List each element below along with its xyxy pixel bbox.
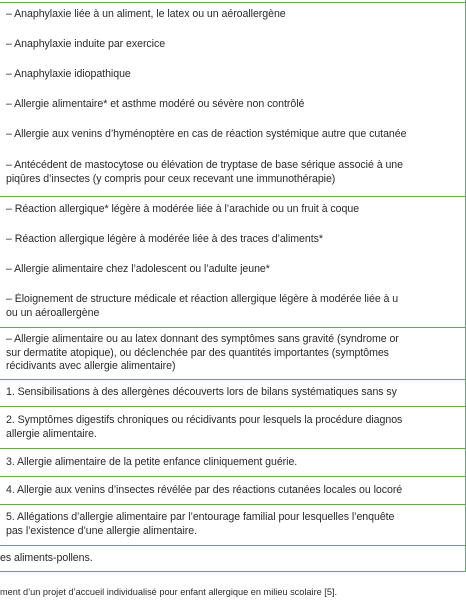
table-row [6,386,466,400]
table-row [6,263,466,277]
row-text-line: – Réaction allergique* légère à modérée liée à l’arachide ou un fruit à coque [6,203,360,215]
table-rule [0,196,466,197]
row-text-line: – Anaphylaxie idiopathique [6,68,131,80]
row-text-line: récidivants avec allergie alimentaire) [6,360,176,372]
table-row [6,293,466,320]
row-text-line: piqûres d’insectes (y compris pour ceux recevant une immunothérapie) [6,172,336,185]
table-row [6,98,466,112]
row-text-line: – Allergie alimentaire ou au latex donnant des symptômes sans gravité (syndrome or [6,333,399,345]
table-rule [0,545,466,546]
row-text-line: – Allergie alimentaire* et asthme modéré ou sévère non contrôlé [6,98,305,110]
table-row [6,456,466,470]
row-text-line: – Allergie aux venins d’hyménoptère en cas de réaction systémique autre que cutanée [6,128,407,140]
table-rule [0,448,466,449]
row-text-line: 1. Sensibilisations à des allergènes découverts lors de bilans systématiques sans sy [6,386,397,398]
table-row [6,333,466,374]
table-rule [0,379,466,380]
table-rule [0,406,466,407]
row-text-line: 2. Symptômes digestifs chroniques ou récidivants pour lesquels la procédure diagnos [6,414,403,426]
row-text-line: es aliments-pollens. [0,552,93,564]
table-row [6,8,466,22]
table-row [6,203,466,217]
table-rule [0,476,466,477]
table-row [6,233,466,247]
table-row [6,128,466,142]
table-row [6,38,466,52]
row-text-line: ou un aéroallergène [6,306,100,319]
row-text-line: sur dermatite atopique), ou déclenchée par des quantités importantes (symptômes [6,346,389,359]
row-text-line: – Antécédent de mastocytose ou élévation de tryptase de base sérique associé à une [6,159,403,171]
table-rule [0,2,466,3]
row-text-line: 5. Allégations d’allergie alimentaire par l’entourage familial pour lesquelles l’enquête [6,511,395,523]
table-row [6,68,466,82]
row-text-line: 3. Allergie alimentaire de la petite enfance cliniquement guérie. [6,456,298,468]
row-text-line: 4. Allergie aux venins d’insectes révélée par des réactions cutanées locales ou locoré [6,484,403,496]
row-text-line: – Anaphylaxie liée à un aliment, le latex ou un aéroallergène [6,8,286,20]
row-text-line: pas l’existence d’une allergie alimentaire. [6,524,198,537]
table-rule [0,327,466,328]
table-footnote: ment d’un projet d’accueil individualisé pour enfant allergique en milieu scolaire [5]. [0,587,338,597]
row-text-line: allergie alimentaire. [6,427,97,440]
table-rule [0,571,466,572]
row-text-line: – Allergie alimentaire chez l’adolescent ou l’adulte jeune* [6,263,270,275]
table-row [6,484,466,498]
row-text-line: – Éloignement de structure médicale et réaction allergique légère à modérée liée à u [6,293,399,305]
table-row [6,414,466,441]
row-text-line: – Réaction allergique légère à modérée liée à des traces d’aliments* [6,233,323,245]
row-text-line: – Anaphylaxie induite par exercice [6,38,166,50]
table-row [0,552,466,566]
table-rule [0,504,466,505]
table-row [6,511,466,538]
table-row [6,159,466,186]
